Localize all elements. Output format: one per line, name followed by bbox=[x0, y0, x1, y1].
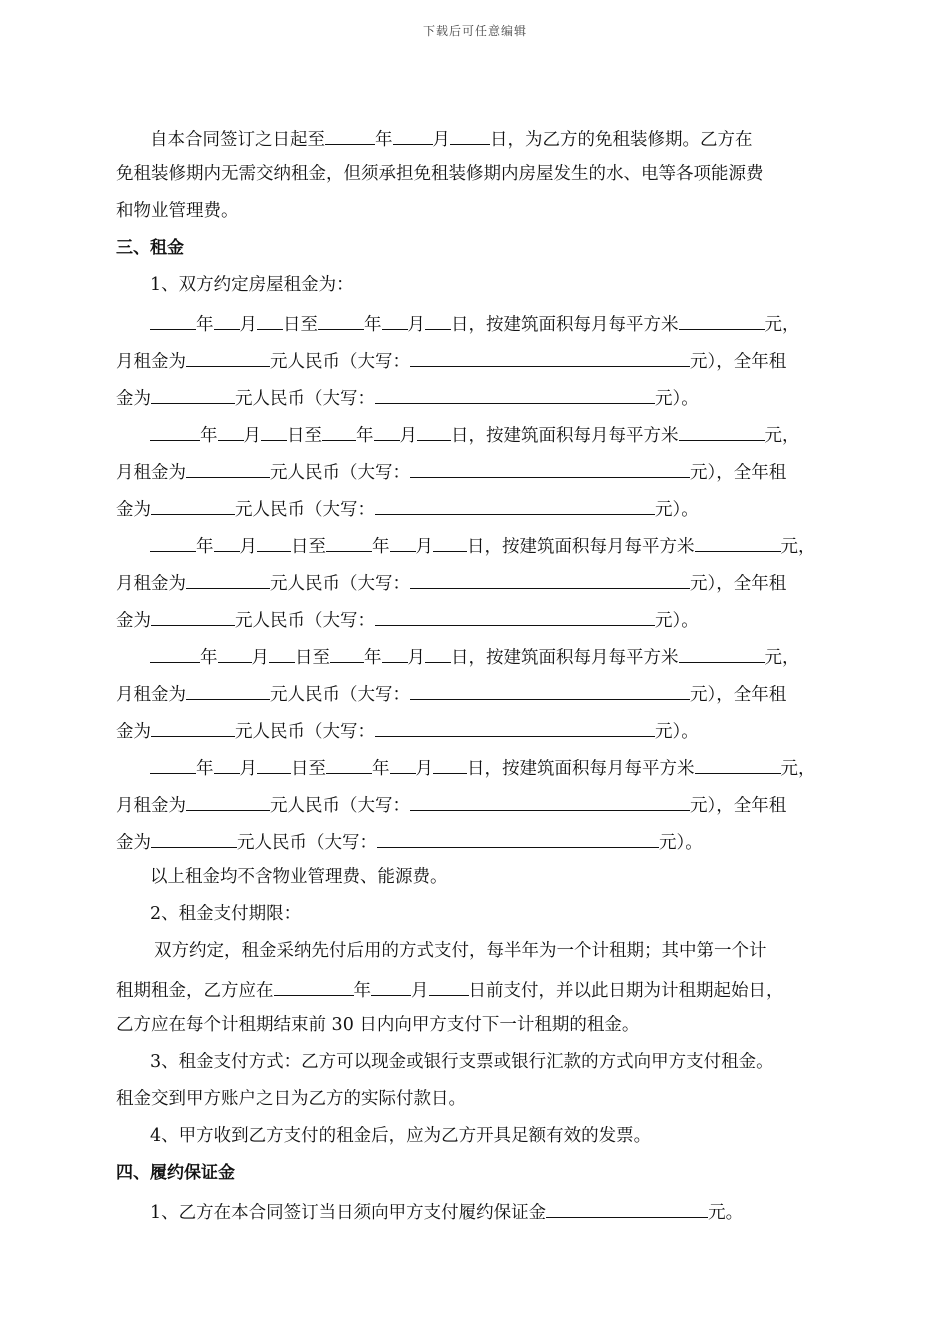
text-span: 元人民币（大写： bbox=[235, 389, 375, 409]
blank-field[interactable] bbox=[150, 755, 196, 774]
text-span: 金为 bbox=[116, 389, 151, 409]
text-span: 元），全年租 bbox=[690, 352, 787, 372]
blank-field[interactable] bbox=[410, 348, 690, 367]
text-span: ，按建筑面积每月每平方米 bbox=[484, 759, 695, 779]
text-span: 月租金为 bbox=[116, 685, 186, 705]
text-span: 日 bbox=[467, 759, 485, 779]
text-span: 元），全年租 bbox=[690, 685, 787, 705]
paragraph-line: 租金交到甲方账户之日为乙方的实际付款日。 bbox=[116, 1089, 466, 1109]
section-heading: 三、租金 bbox=[116, 238, 184, 258]
clause-item: 2、租金支付期限： bbox=[150, 904, 302, 924]
text-span: 日 bbox=[451, 426, 469, 446]
text-span: 元人民币（大写： bbox=[235, 611, 375, 631]
text-span: 元人民币（大写： bbox=[235, 722, 375, 742]
text-span: 元人民币（大写： bbox=[270, 574, 410, 594]
paragraph-line: 乙方应在每个计租期结束前 30 日内向甲方支付下一计租期的租金。 bbox=[116, 1015, 640, 1035]
blank-field[interactable] bbox=[257, 533, 291, 552]
blank-field[interactable] bbox=[382, 311, 408, 330]
blank-field[interactable] bbox=[679, 422, 765, 441]
text-span: 月 bbox=[251, 648, 269, 668]
rent-period-line bbox=[116, 311, 844, 348]
text-span: 日 bbox=[467, 537, 485, 557]
paragraph-line bbox=[116, 126, 844, 163]
text-span: 1、乙方在本合同签订当日须向甲方支付履约保证金 bbox=[150, 1203, 547, 1223]
blank-field[interactable] bbox=[382, 644, 408, 663]
text-span: 月 bbox=[399, 426, 417, 446]
text-span: 元人民币（大写： bbox=[235, 500, 375, 520]
text-span: 金为 bbox=[116, 611, 151, 631]
blank-field[interactable] bbox=[150, 644, 200, 663]
clause-item bbox=[116, 1199, 844, 1236]
blank-field[interactable] bbox=[218, 644, 252, 663]
text-span: 月租金为 bbox=[116, 796, 186, 816]
blank-field[interactable] bbox=[322, 422, 356, 441]
blank-field[interactable] bbox=[371, 977, 411, 996]
blank-field[interactable] bbox=[433, 755, 467, 774]
text-span: 日，为乙方的免租装修期。乙方在 bbox=[490, 130, 753, 150]
blank-field[interactable] bbox=[325, 126, 375, 145]
blank-field[interactable] bbox=[375, 718, 655, 737]
blank-field[interactable] bbox=[377, 829, 659, 848]
clause-item: 1、双方约定房屋租金为： bbox=[150, 275, 354, 295]
blank-field[interactable] bbox=[261, 422, 287, 441]
text-span: 月 bbox=[432, 130, 450, 150]
blank-field[interactable] bbox=[375, 607, 655, 626]
blank-field[interactable] bbox=[326, 533, 372, 552]
blank-field[interactable] bbox=[679, 644, 765, 663]
text-span: 日至 bbox=[283, 315, 318, 335]
blank-field[interactable] bbox=[375, 385, 655, 404]
blank-field[interactable] bbox=[186, 792, 270, 811]
text-span: 月 bbox=[407, 315, 425, 335]
annual-rent-line bbox=[116, 829, 844, 866]
text-span: 元）。 bbox=[655, 389, 699, 409]
text-span: 日前支付，并以此日期为计租期起始日， bbox=[468, 981, 784, 1001]
text-span: 年 bbox=[200, 426, 218, 446]
text-span: 元， bbox=[780, 537, 816, 557]
text-span: 日 bbox=[451, 648, 469, 668]
blank-field[interactable] bbox=[151, 718, 235, 737]
text-span: ，按建筑面积每月每平方米 bbox=[484, 537, 695, 557]
text-span: 元）。 bbox=[655, 722, 699, 742]
blank-field[interactable] bbox=[186, 681, 270, 700]
blank-field[interactable] bbox=[330, 644, 364, 663]
blank-field[interactable] bbox=[393, 126, 433, 145]
blank-field[interactable] bbox=[151, 496, 235, 515]
blank-field[interactable] bbox=[150, 311, 196, 330]
text-span: 日 bbox=[451, 315, 469, 335]
blank-field[interactable] bbox=[186, 459, 270, 478]
blank-field[interactable] bbox=[375, 496, 655, 515]
text-span: 自本合同签订之日起至 bbox=[150, 130, 325, 150]
text-span: 月 bbox=[415, 537, 433, 557]
blank-field[interactable] bbox=[274, 977, 354, 996]
blank-field[interactable] bbox=[410, 681, 690, 700]
blank-field[interactable] bbox=[186, 570, 270, 589]
text-span: 金为 bbox=[116, 722, 151, 742]
annual-rent-line bbox=[116, 607, 844, 644]
blank-field[interactable] bbox=[214, 755, 240, 774]
text-span: 元人民币（大写： bbox=[237, 833, 377, 853]
paragraph-line: 双方约定，租金采纳先付后用的方式支付，每半年为一个计租期；其中第一个计 bbox=[154, 941, 767, 961]
rent-note: 以上租金均不含物业管理费、能源费。 bbox=[150, 867, 448, 887]
blank-field[interactable] bbox=[390, 533, 416, 552]
text-span: 月 bbox=[239, 759, 257, 779]
blank-field[interactable] bbox=[151, 607, 235, 626]
text-span: 元人民币（大写： bbox=[270, 352, 410, 372]
monthly-rent-line bbox=[116, 570, 844, 607]
text-span: 年 bbox=[364, 648, 382, 668]
blank-field[interactable] bbox=[410, 792, 690, 811]
blank-field[interactable] bbox=[433, 533, 467, 552]
text-span: 月 bbox=[239, 315, 257, 335]
blank-field[interactable] bbox=[214, 311, 240, 330]
text-span: 年 bbox=[196, 537, 214, 557]
blank-field[interactable] bbox=[151, 385, 235, 404]
text-span: 月 bbox=[243, 426, 261, 446]
text-span: ，按建筑面积每月每平方米 bbox=[468, 426, 679, 446]
text-span: 元人民币（大写： bbox=[270, 685, 410, 705]
text-span: 元人民币（大写： bbox=[270, 463, 410, 483]
text-span: 日至 bbox=[291, 759, 326, 779]
text-span: 元， bbox=[764, 315, 800, 335]
blank-field[interactable] bbox=[429, 977, 469, 996]
blank-field[interactable] bbox=[390, 755, 416, 774]
text-span: 年 bbox=[196, 759, 214, 779]
document-body bbox=[116, 126, 844, 1236]
paragraph-line bbox=[116, 977, 844, 1014]
blank-field[interactable] bbox=[257, 311, 283, 330]
blank-field[interactable] bbox=[450, 126, 490, 145]
paragraph-line: 和物业管理费。 bbox=[116, 201, 239, 221]
monthly-rent-line bbox=[116, 792, 844, 829]
text-span: 金为 bbox=[116, 500, 151, 520]
text-span: 元）。 bbox=[655, 611, 699, 631]
text-span: 年 bbox=[364, 315, 382, 335]
text-span: 年 bbox=[200, 648, 218, 668]
blank-field[interactable] bbox=[269, 644, 295, 663]
rent-period-line bbox=[116, 644, 844, 681]
text-span: 年 bbox=[356, 426, 374, 446]
blank-field[interactable] bbox=[425, 644, 451, 663]
blank-field[interactable] bbox=[318, 311, 364, 330]
blank-field[interactable] bbox=[257, 755, 291, 774]
text-span: 月 bbox=[239, 537, 257, 557]
text-span: 元）。 bbox=[655, 500, 699, 520]
text-span: 年 bbox=[372, 759, 390, 779]
text-span: 元， bbox=[780, 759, 816, 779]
text-span: 元），全年租 bbox=[690, 463, 787, 483]
text-span: 元， bbox=[764, 426, 800, 446]
monthly-rent-line bbox=[116, 459, 844, 496]
blank-field[interactable] bbox=[679, 311, 765, 330]
text-span: 月 bbox=[407, 648, 425, 668]
text-span: 月 bbox=[415, 759, 433, 779]
text-span: 月租金为 bbox=[116, 574, 186, 594]
blank-field[interactable] bbox=[326, 755, 372, 774]
text-span: 年 bbox=[196, 315, 214, 335]
text-span: 月租金为 bbox=[116, 463, 186, 483]
annual-rent-line bbox=[116, 718, 844, 755]
text-span: 月 bbox=[411, 981, 429, 1001]
monthly-rent-line bbox=[116, 348, 844, 385]
blank-field[interactable] bbox=[417, 422, 451, 441]
paragraph-line: 免租装修期内无需交纳租金，但须承担免租装修期内房屋发生的水、电等各项能源费 bbox=[116, 164, 764, 184]
text-span: 元），全年租 bbox=[690, 796, 787, 816]
blank-field[interactable] bbox=[151, 829, 237, 848]
rent-period-line bbox=[116, 533, 844, 570]
blank-field[interactable] bbox=[374, 422, 400, 441]
blank-field[interactable] bbox=[214, 533, 240, 552]
annual-rent-line bbox=[116, 496, 844, 533]
text-span: 日至 bbox=[291, 537, 326, 557]
blank-field[interactable] bbox=[425, 311, 451, 330]
blank-field[interactable] bbox=[218, 422, 244, 441]
blank-field[interactable] bbox=[410, 459, 690, 478]
text-span: 年 bbox=[375, 130, 393, 150]
text-span: 年 bbox=[353, 981, 371, 1001]
text-span: 元。 bbox=[708, 1203, 744, 1223]
rent-period-line bbox=[116, 422, 844, 459]
text-span: 元），全年租 bbox=[690, 574, 787, 594]
blank-field[interactable] bbox=[186, 348, 270, 367]
page-header: 下载后可任意编辑 bbox=[422, 24, 527, 38]
blank-field[interactable] bbox=[150, 422, 200, 441]
blank-field[interactable] bbox=[410, 570, 690, 589]
text-span: 日至 bbox=[295, 648, 330, 668]
text-span: 元人民币（大写： bbox=[270, 796, 410, 816]
section-heading: 四、履约保证金 bbox=[116, 1163, 235, 1183]
text-span: 租期租金，乙方应在 bbox=[116, 981, 274, 1001]
rent-period-line bbox=[116, 755, 844, 792]
annual-rent-line bbox=[116, 385, 844, 422]
text-span: ，按建筑面积每月每平方米 bbox=[468, 315, 679, 335]
monthly-rent-line bbox=[116, 681, 844, 718]
text-span: 元， bbox=[764, 648, 800, 668]
clause-item: 3、租金支付方式：乙方可以现金或银行支票或银行汇款的方式向甲方支付租金。 bbox=[150, 1052, 774, 1072]
text-span: 金为 bbox=[116, 833, 151, 853]
text-span: 元）。 bbox=[659, 833, 703, 853]
blank-field[interactable] bbox=[695, 533, 781, 552]
clause-item: 4、甲方收到乙方支付的租金后，应为乙方开具足额有效的发票。 bbox=[150, 1126, 652, 1146]
text-span: 年 bbox=[372, 537, 390, 557]
blank-field[interactable] bbox=[695, 755, 781, 774]
blank-field[interactable] bbox=[546, 1199, 708, 1218]
text-span: 月租金为 bbox=[116, 352, 186, 372]
text-span: ，按建筑面积每月每平方米 bbox=[468, 648, 679, 668]
text-span: 日至 bbox=[287, 426, 322, 446]
blank-field[interactable] bbox=[150, 533, 196, 552]
